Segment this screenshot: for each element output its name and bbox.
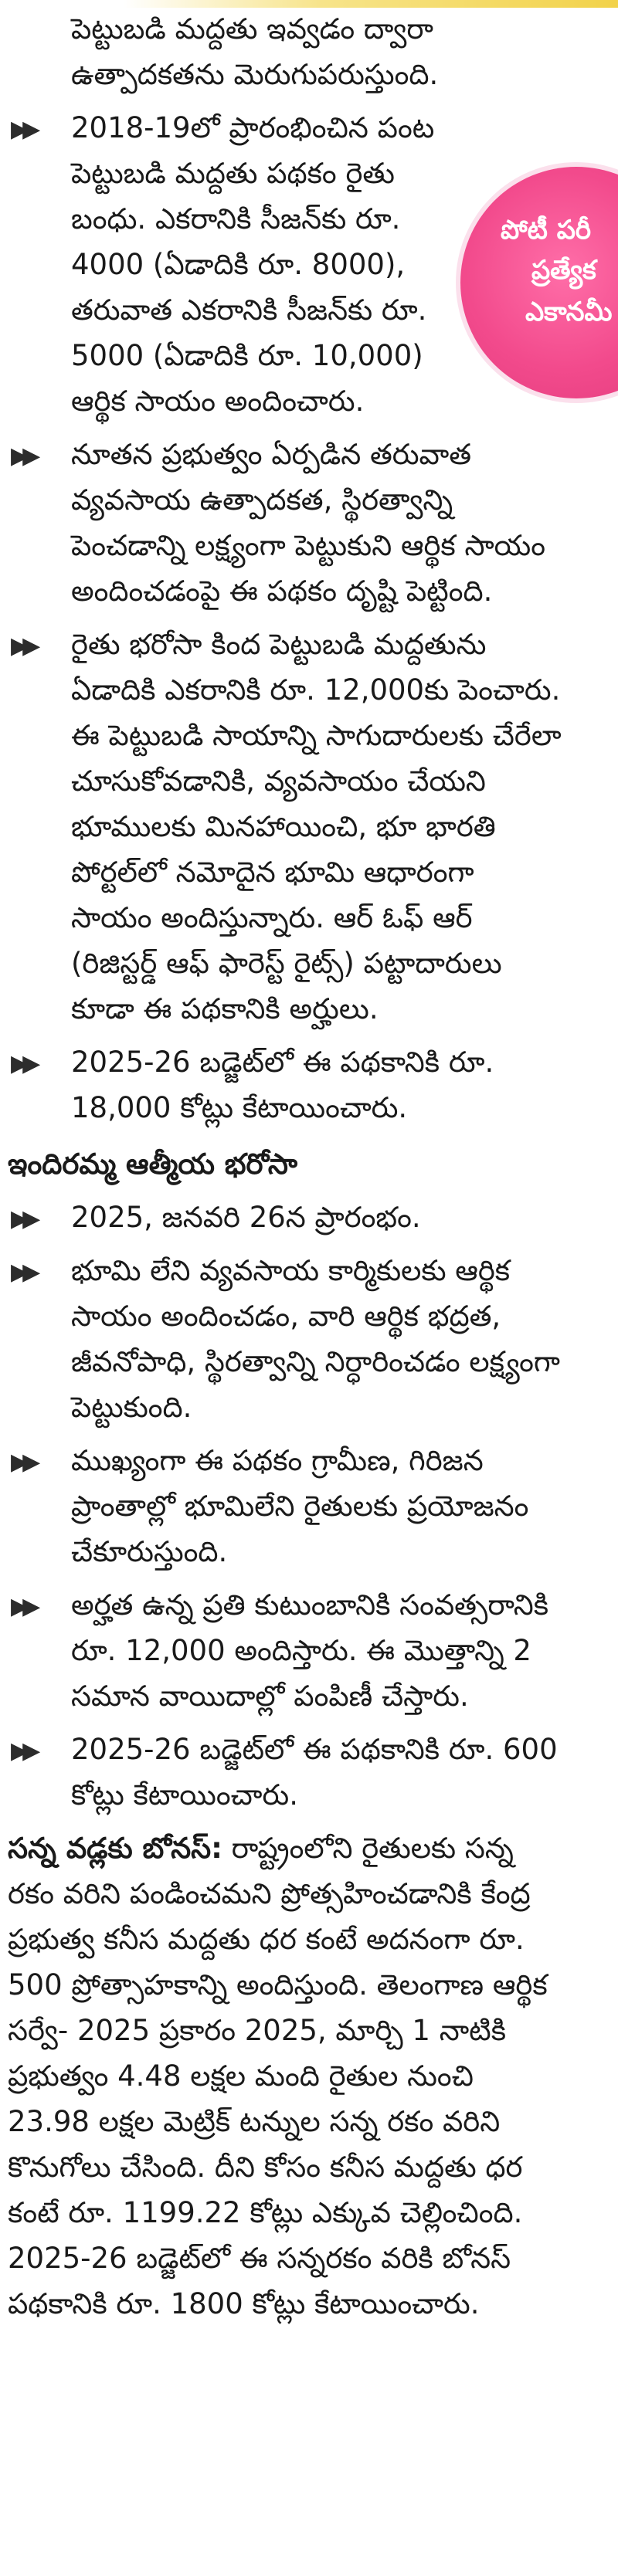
list-item-text: 2018-19లో ప్రారంభించిన పంట పెట్టుబడి మద్దతు పథకం రైతు బంధు. ఎకరానికి సీజన్‌కు రూ. 4000 (ఏడాదికి రూ. 8000), తరువాత ఎకరానికి సీజన్‌కు రూ. 5000 (ఏడాదికి రూ. 10,000) ఆర్థిక సాయం అందించారు. [71,111,435,418]
list-item-text: అర్హత ఉన్న ప్రతి కుటుంబానికి సంవత్సరానికి రూ. 12,000 అందిస్తారు. ఈ మొత్తాన్ని 2 సమాన వాయిదాల్లో పంపిణీ చేస్తారు. [71,1588,549,1713]
list-item [0,622,576,1032]
double-arrow-icon: ▶▶ [11,442,35,469]
paragraph-body: రాష్ట్రంలోని రైతులకు సన్న రకం వరిని పండించమని ప్రోత్సహించడానికి కేంద్ర ప్రభుత్వ కనీస మద్దతు ధర కంటే అదనంగా రూ. 500 ప్రోత్సాహకాన్ని అందిస్తుంది. తెలంగాణ ఆర్థిక సర్వే- 2025 ప్రకారం 2025, మార్చి 1 నాటికి ప్రభుత్వం 4.48 లక్షల మంది రైతుల నుంచి 23.98 లక్షల మెట్రిక్ టన్నుల సన్న రకం వరిని కొనుగోలు చేసింది. దీని కోసం కనీస మద్దతు ధర కంటే రూ. 1199.22 కోట్లు ఎక్కువ చెల్లించింది. 2025-26 బడ్జెట్‌లో ఈ సన్నరకం వరికి బోనస్ పథకానికి రూ. 1800 కోట్లు కేటాయించారు. [8,1832,548,2320]
sanna-vadlu-paragraph [0,1825,576,2327]
list-item [0,1039,576,1130]
double-arrow-icon: ▶▶ [11,1205,35,1232]
list-item-text: నూతన ప్రభుత్వం ఏర్పడిన తరువాత వ్యవసాయ ఉత్పాదకత, స్థిరత్వాన్ని పెంచడాన్ని లక్ష్యంగా పెట్టుకుని ఆర్థిక సాయం అందించడంపై ఈ పథకం దృష్టి పెట్టింది. [71,438,545,608]
double-arrow-icon: ▶▶ [11,632,35,659]
paragraph-lead: సన్న వడ్లకు బోనస్: [8,1832,222,1865]
double-arrow-icon: ▶▶ [11,116,35,143]
continuation-text: పెట్టుబడి మద్దతు ఇవ్వడం ద్వారా ఉత్పాదకతను మెరుగుపరుస్తుంది. [71,12,439,91]
double-arrow-icon: ▶▶ [11,1259,35,1286]
callout-line-2: ప్రత్యేక [531,255,596,286]
list-item-text: ముఖ్యంగా ఈ పథకం గ్రామీణ, గిరిజన ప్రాంతాల్లో భూమిలేని రైతులకు ప్రయోజనం చేకూరుస్తుంది. [71,1444,529,1568]
list-item [0,1727,576,1818]
list-item-text: రైతు భరోసా కింద పెట్టుబడి మద్దతును ఏడాదికి ఎకరానికి రూ. 12,000కు పెంచారు. ఈ పెట్టుబడి సాయాన్ని సాగుదారులకు చేరేలా చూసుకోవడానికి, వ్యవసాయం చేయని భూములకు మినహాయించి, భూ భారతి పోర్టల్‌లో నమోదైన భూమి ఆధారంగా సాయం అందిస్తున్నారు. ఆర్ ఓఫ్ ఆర్ (రిజిస్టర్డ్ ఆఫ్ ఫారెస్ట్ రైట్స్) పట్టాదారులు కూడా ఈ పథకానికి అర్హులు. [71,628,562,1025]
list-item [0,1195,576,1240]
list-item-text: భూమి లేని వ్యవసాయ కార్మికులకు ఆర్థిక సాయం అందించడం, వారి ఆర్థిక భద్రత, జీవనోపాధి, స్థిరత్వాన్ని నిర్ధారించడం లక్ష్యంగా పెట్టుకుంది. [71,1254,560,1424]
list-item-text: 2025-26 బడ్జెట్‌లో ఈ పథకానికి రూ. 18,000 కోట్లు కేటాయించారు. [71,1046,494,1124]
callout-line-1: పోటీ పరీ [501,215,592,246]
indiramma-list [0,1195,576,1818]
section-heading-indiramma: ఇందిరమ్మ ఆత్మీయ భరోసా [8,1147,297,1181]
double-arrow-icon: ▶▶ [11,1050,35,1077]
list-item-text: 2025-26 బడ్జెట్‌లో ఈ పథకానికి రూ. 600 కోట్లు కేటాయించారు. [71,1733,558,1812]
callout-line-3: ఎకానమీ [525,297,613,327]
list-item [0,1582,576,1719]
list-item [0,1438,576,1574]
list-item-text: 2025, జనవరి 26న ప్రారంభం. [71,1201,421,1234]
double-arrow-icon: ▶▶ [11,1593,35,1620]
list-item [0,1248,576,1430]
double-arrow-icon: ▶▶ [11,1449,35,1476]
list-item [0,432,576,614]
double-arrow-icon: ▶▶ [11,1737,35,1764]
